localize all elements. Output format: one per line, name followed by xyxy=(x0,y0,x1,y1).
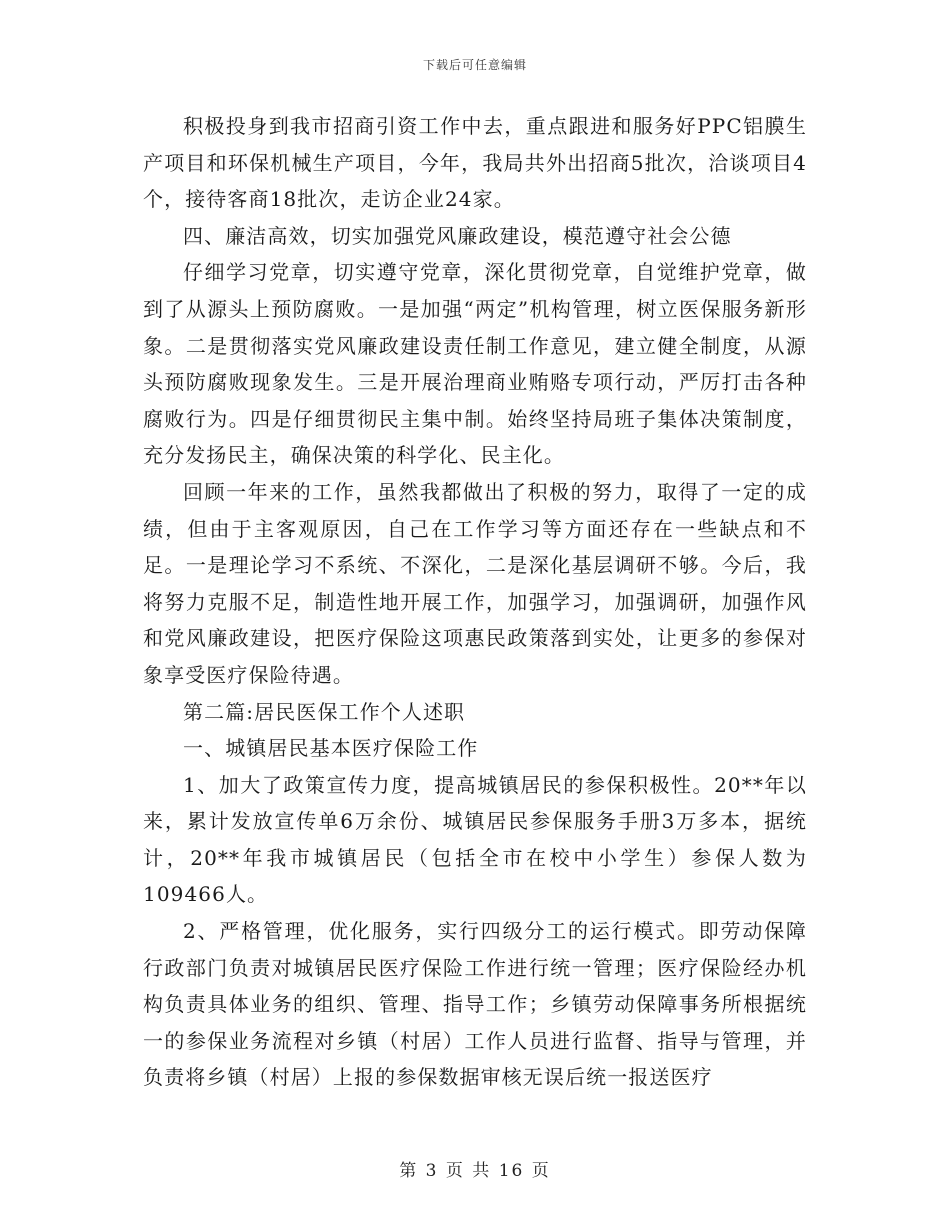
section-heading-urban-insurance: 一、城镇居民基本医疗保险工作 xyxy=(183,736,479,761)
document-body xyxy=(143,108,807,1096)
page-footer: 第 3 页 共 16 页 xyxy=(399,1161,551,1181)
chapter-title: 第二篇:居民医保工作个人述职 xyxy=(183,699,466,724)
header-note: 下载后可任意编辑 xyxy=(422,58,527,72)
paragraph-management: 2、严格管理，优化服务，实行四级分工的运行模式。即劳动保障行政部门负责对城镇居民医疗保险工作进行统一管理；医疗保险经办机构负责具体业务的组织、管理、指导工作；乡镇劳动保障事务所根据统一的参保业务流程对乡镇（村居）工作人员进行监督、指导与管理，并负责将乡镇（村居）上报的参保数据审核无误后统一报送医疗 xyxy=(143,919,807,1090)
paragraph-policy-promotion: 1、加大了政策宣传力度，提高城镇居民的参保积极性。20**年以来，累计发放宣传单6万余份、城镇居民参保服务手册3万多本，据统计，20**年我市城镇居民（包括全市在校中小学生）参保人数为109466人。 xyxy=(143,772,807,907)
section-heading-integrity: 四、廉洁高效，切实加强党风廉政建设，模范遵守社会公德 xyxy=(183,223,732,248)
paragraph-investment: 积极投身到我市招商引资工作中去，重点跟进和服务好PPC铝膜生产项目和环保机械生产项目，今年，我局共外出招商5批次，洽谈项目4个，接待客商18批次，走访企业24家。 xyxy=(143,114,807,212)
paragraph-party-constitution: 仔细学习党章，切实遵守党章，深化贯彻党章，自觉维护党章，做到了从源头上预防腐败。一是加强“两定”机构管理，树立医保服务新形象。二是贯彻落实党风廉政建设责任制工作意见，建立健全制度，从源头预防腐败现象发生。三是开展治理商业贿赂专项行动，严厉打击各种腐败行为。四是仔细贯彻民主集中制。始终坚持局班子集体决策制度，充分发扬民主，确保决策的科学化、民主化。 xyxy=(143,260,807,468)
paragraph-review: 回顾一年来的工作，虽然我都做出了积极的努力，取得了一定的成绩，但由于主客观原因，自己在工作学习等方面还存在一些缺点和不足。一是理论学习不系统、不深化，二是深化基层调研不够。今后，我将努力克服不足，制造性地开展工作，加强学习，加强调研，加强作风和党风廉政建设，把医疗保险这项惠民政策落到实处，让更多的参保对象享受医疗保险待遇。 xyxy=(143,479,807,687)
